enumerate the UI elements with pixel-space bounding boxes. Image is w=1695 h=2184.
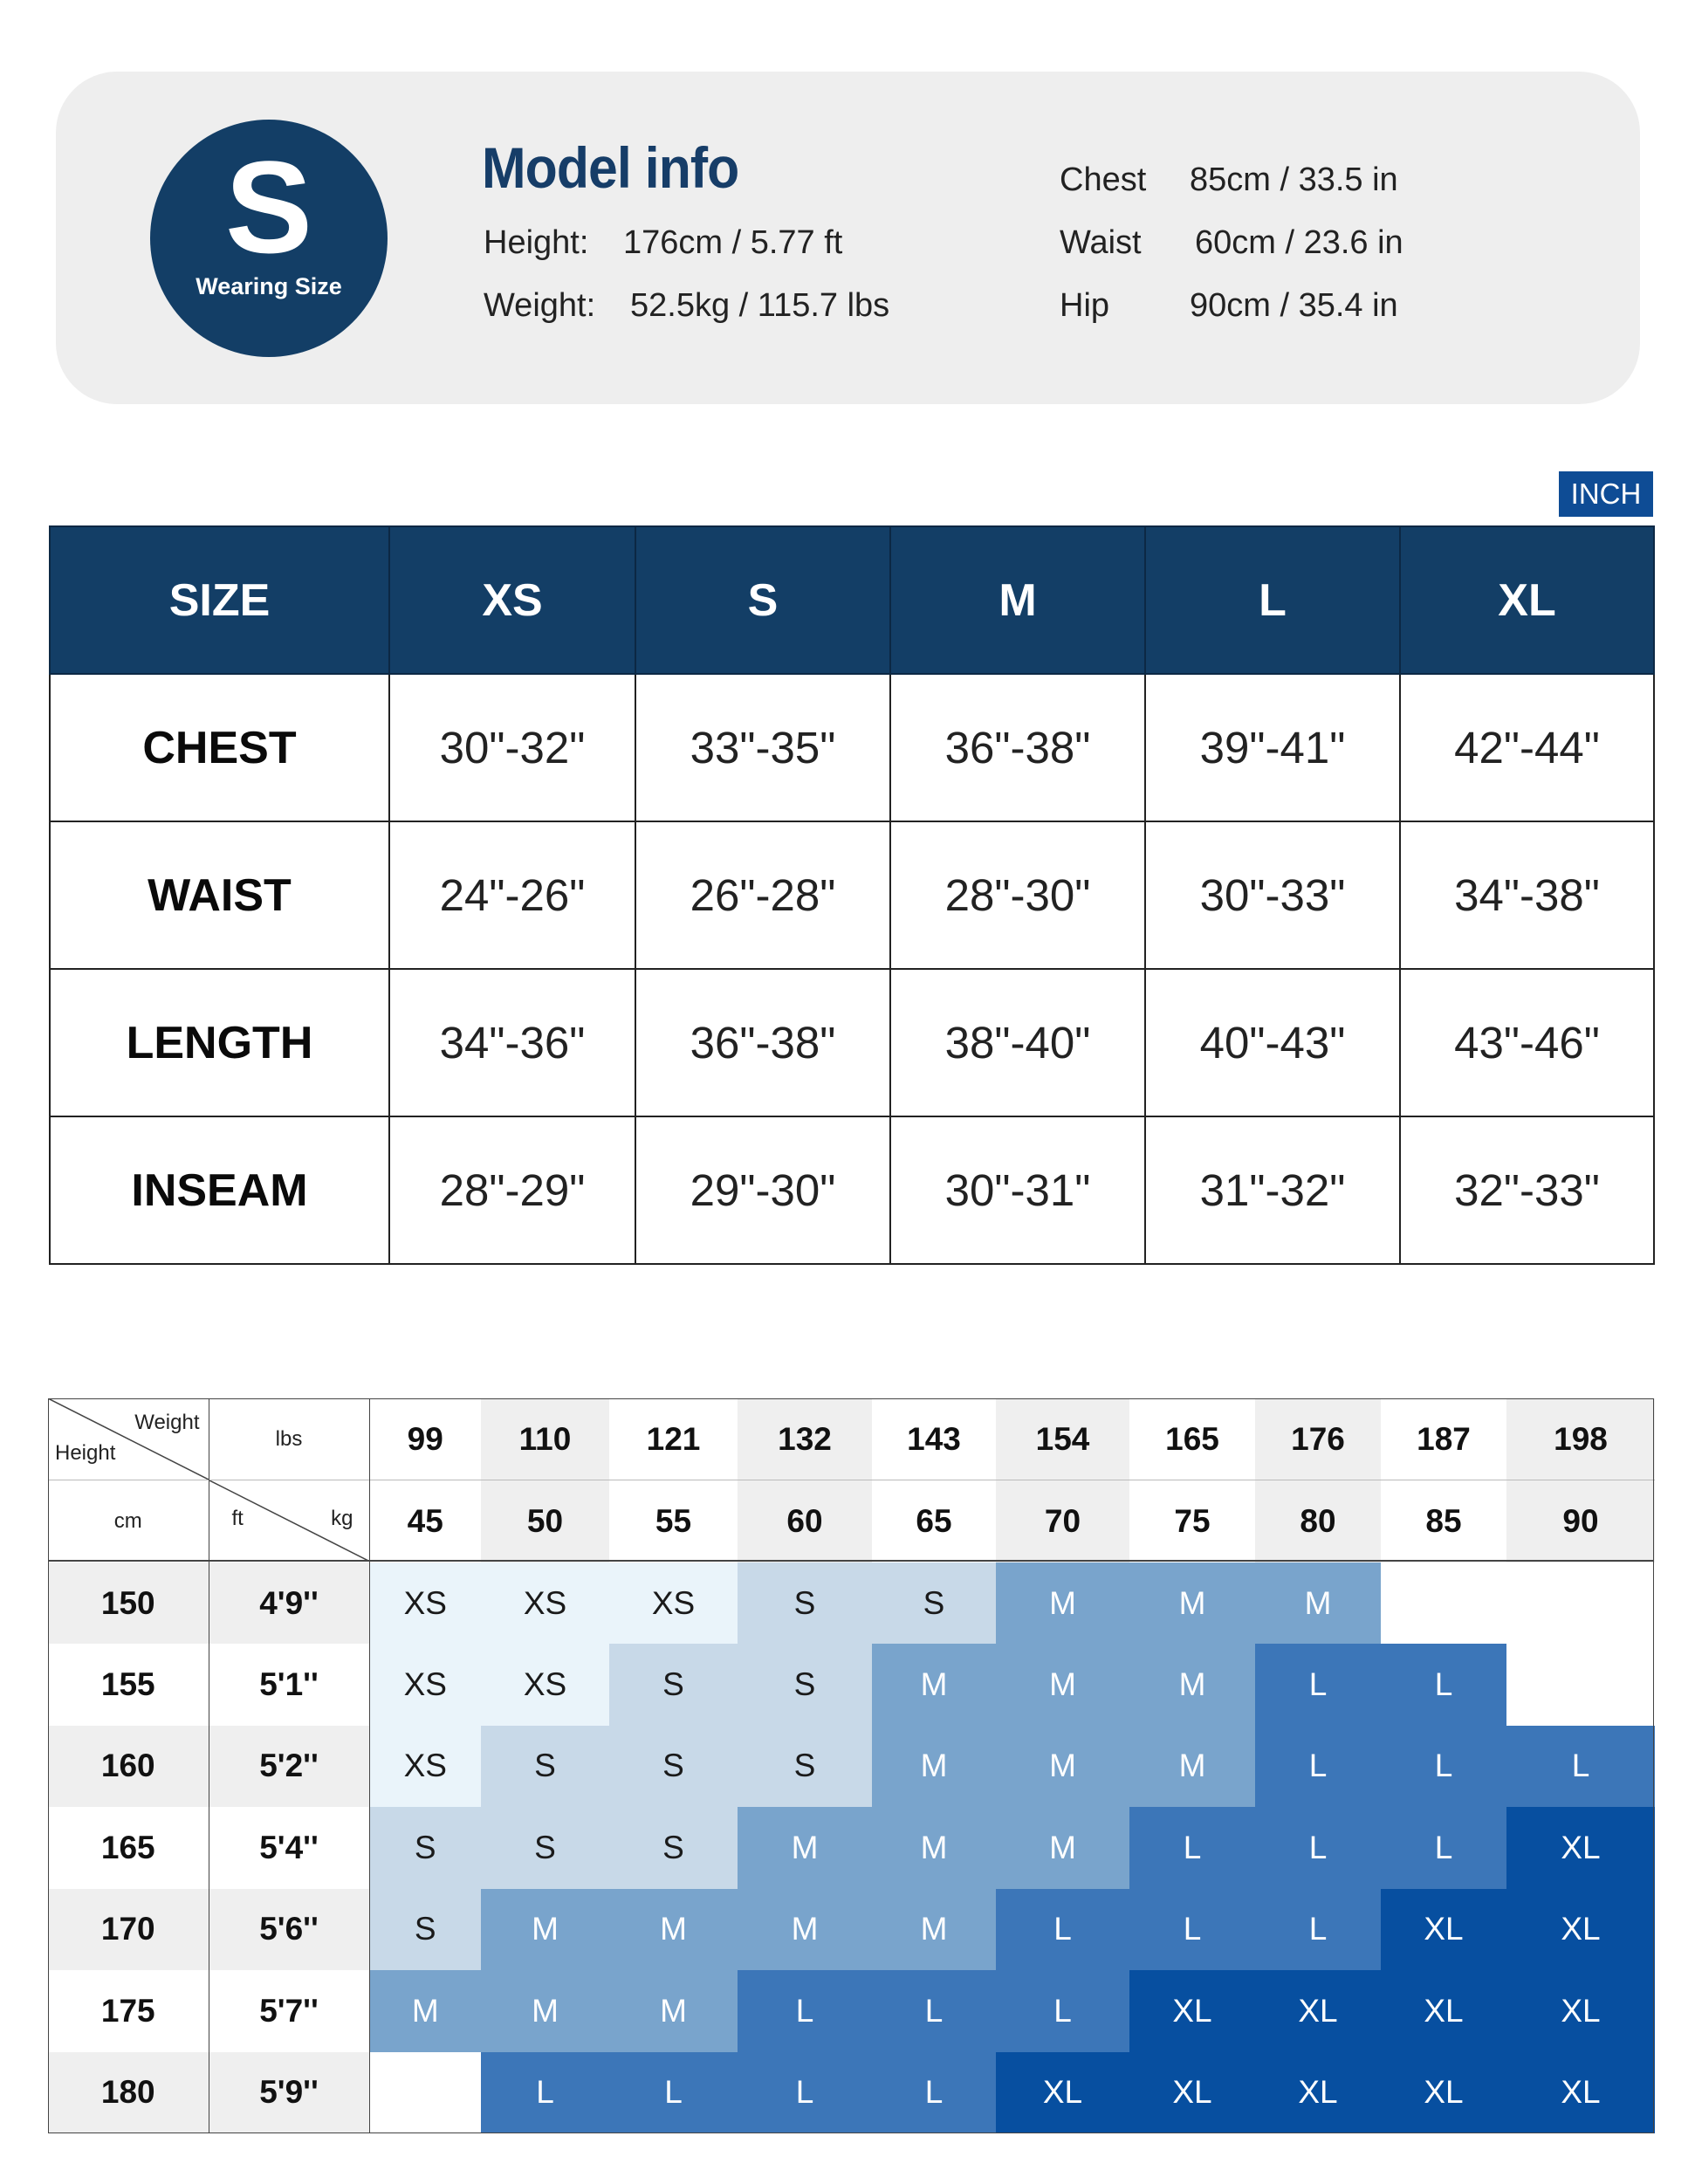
rec-weight-label: Weight (134, 1411, 200, 1434)
measure-cell: 34"-38" (1400, 821, 1654, 969)
wearing-size-caption: Wearing Size (196, 273, 342, 299)
rec-size-cell: S (369, 1889, 481, 1970)
chest-value: 85cm / 33.5 in (1190, 161, 1398, 198)
rec-row-ft: 4'9'' (209, 1562, 369, 1644)
rec-row (48, 1807, 1655, 1888)
rec-lbs-value: 187 (1381, 1398, 1506, 1480)
measure-cell: 36"-38" (635, 969, 890, 1116)
wearing-size-badge (150, 120, 388, 357)
rec-row (48, 2052, 1655, 2133)
rec-size-cell: M (609, 1889, 738, 1970)
model-info-title: Model info (482, 135, 739, 200)
rec-kg-value: 85 (1381, 1480, 1506, 1562)
rec-size-cell: M (872, 1807, 996, 1888)
rec-size-cell (1506, 1562, 1655, 1644)
measure-row-chest (50, 674, 1654, 821)
rec-size-cell: XL (1506, 1889, 1655, 1970)
measure-header-s: S (635, 526, 890, 674)
rec-size-cell: M (1129, 1562, 1255, 1644)
rec-kg-value: 60 (738, 1480, 872, 1562)
rec-size-cell: XL (1381, 1970, 1506, 2051)
rec-size-cell: M (872, 1644, 996, 1725)
rec-size-cell: XL (1255, 2052, 1381, 2133)
rec-size-cell: L (996, 1889, 1129, 1970)
rec-row-cm: 165 (48, 1807, 209, 1888)
rec-size-cell: L (1255, 1889, 1381, 1970)
rec-size-cell: M (996, 1562, 1129, 1644)
measure-cell: 29"-30" (635, 1116, 890, 1264)
rec-lbs-value: 176 (1255, 1398, 1381, 1480)
rec-size-cell: M (1129, 1644, 1255, 1725)
rec-ft-label: ft (231, 1507, 244, 1531)
rec-row-ft: 5'4'' (209, 1807, 369, 1888)
waist-value: 60cm / 23.6 in (1195, 224, 1403, 261)
waist-label: Waist (1060, 224, 1142, 261)
rec-size-cell: L (1129, 1807, 1255, 1888)
rec-size-cell: M (872, 1726, 996, 1807)
weight-label: Weight: (484, 287, 596, 324)
rec-size-cell: XL (1255, 1970, 1381, 2051)
rec-size-cell: S (481, 1726, 609, 1807)
size-recommendation-grid (48, 1398, 1655, 2133)
rec-height-label: Height (55, 1441, 116, 1466)
rec-size-cell: XL (1381, 2052, 1506, 2133)
rec-size-cell: XS (369, 1562, 481, 1644)
rec-size-cell: L (872, 2052, 996, 2133)
measure-cell: 38"-40" (890, 969, 1145, 1116)
rec-kg-value: 55 (609, 1480, 738, 1562)
rec-size-cell: L (1506, 1726, 1655, 1807)
measure-cell: 43"-46" (1400, 969, 1654, 1116)
measure-row-label: CHEST (50, 674, 389, 821)
measure-cell: 42"-44" (1400, 674, 1654, 821)
rec-row (48, 1970, 1655, 2051)
rec-size-cell: M (996, 1726, 1129, 1807)
rec-row-ft: 5'1'' (209, 1644, 369, 1725)
measure-header-m: M (890, 526, 1145, 674)
rec-size-cell: S (738, 1726, 872, 1807)
rec-size-cell: S (609, 1726, 738, 1807)
measure-cell: 30"-32" (389, 674, 635, 821)
measure-cell: 28"-29" (389, 1116, 635, 1264)
rec-size-cell: L (609, 2052, 738, 2133)
rec-kg-value: 75 (1129, 1480, 1255, 1562)
rec-row (48, 1726, 1655, 1807)
rec-size-cell: XL (1506, 1970, 1655, 2051)
rec-lbs-value: 121 (609, 1398, 738, 1480)
rec-size-cell: S (609, 1644, 738, 1725)
rec-lbs-value: 154 (996, 1398, 1129, 1480)
rec-size-cell: S (738, 1562, 872, 1644)
rec-size-cell: XL (1506, 1807, 1655, 1888)
rec-kg-value: 90 (1506, 1480, 1655, 1562)
rec-size-cell: XL (1129, 2052, 1255, 2133)
rec-row (48, 1889, 1655, 1970)
height-value: 176cm / 5.77 ft (623, 224, 843, 261)
rec-size-cell: S (481, 1807, 609, 1888)
hip-label: Hip (1060, 287, 1110, 324)
rec-corner-weight-height (48, 1398, 209, 1480)
wearing-size-letter: S (224, 134, 313, 280)
measure-header-l: L (1145, 526, 1400, 674)
rec-lbs-value: 110 (481, 1398, 609, 1480)
rec-size-cell: M (369, 1970, 481, 2051)
rec-lbs-value: 99 (369, 1398, 481, 1480)
rec-size-cell: M (609, 1970, 738, 2051)
rec-size-cell: XS (481, 1644, 609, 1725)
rec-size-cell: XS (481, 1562, 609, 1644)
rec-size-cell: M (996, 1644, 1129, 1725)
size-measurement-table (49, 525, 1655, 1265)
rec-size-cell: L (1255, 1726, 1381, 1807)
rec-row-cm: 150 (48, 1562, 209, 1644)
measure-cell: 36"-38" (890, 674, 1145, 821)
rec-lbs-value: 165 (1129, 1398, 1255, 1480)
rec-row-ft: 5'2'' (209, 1726, 369, 1807)
rec-size-cell: M (738, 1889, 872, 1970)
rec-size-cell: S (738, 1644, 872, 1725)
rec-size-cell: M (1255, 1562, 1381, 1644)
measure-cell: 33"-35" (635, 674, 890, 821)
unit-badge: INCH (1559, 471, 1653, 517)
measure-cell: 40"-43" (1145, 969, 1400, 1116)
measure-row-label: LENGTH (50, 969, 389, 1116)
rec-size-cell: S (369, 1807, 481, 1888)
rec-lbs-label: lbs (275, 1427, 303, 1451)
rec-header-divider (48, 1560, 1654, 1562)
measure-cell: 34"-36" (389, 969, 635, 1116)
rec-size-cell: L (872, 1970, 996, 2051)
rec-row-cm: 160 (48, 1726, 209, 1807)
rec-row (48, 1644, 1655, 1725)
rec-size-cell: L (1381, 1644, 1506, 1725)
rec-size-cell: XS (609, 1562, 738, 1644)
rec-size-cell: XS (369, 1644, 481, 1725)
rec-kg-label: kg (331, 1507, 353, 1531)
measure-cell: 30"-33" (1145, 821, 1400, 969)
rec-row-ft: 5'7'' (209, 1970, 369, 2051)
rec-lbs-value: 143 (872, 1398, 996, 1480)
rec-kg-value: 70 (996, 1480, 1129, 1562)
rec-row-cm: 155 (48, 1644, 209, 1725)
rec-size-cell: L (1255, 1644, 1381, 1725)
weight-value: 52.5kg / 115.7 lbs (630, 287, 890, 324)
measure-header-row (50, 526, 1654, 674)
rec-size-cell: XS (369, 1726, 481, 1807)
rec-kg-value: 65 (872, 1480, 996, 1562)
rec-size-cell: M (481, 1970, 609, 2051)
measure-cell: 30"-31" (890, 1116, 1145, 1264)
measure-row-label: WAIST (50, 821, 389, 969)
measure-row-inseam (50, 1116, 1654, 1264)
chest-label: Chest (1060, 161, 1147, 198)
rec-row-cm: 170 (48, 1889, 209, 1970)
rec-header-kg-row (48, 1480, 1655, 1562)
hip-value: 90cm / 35.4 in (1190, 287, 1398, 324)
rec-size-cell: M (996, 1807, 1129, 1888)
rec-size-cell: L (738, 2052, 872, 2133)
measure-row-length (50, 969, 1654, 1116)
rec-size-cell: M (738, 1807, 872, 1888)
rec-size-cell: L (738, 1970, 872, 2051)
measure-header-xs: XS (389, 526, 635, 674)
rec-cm-unit (48, 1480, 209, 1562)
height-label: Height: (484, 224, 589, 261)
rec-size-cell: L (996, 1970, 1129, 2051)
rec-size-cell: XL (1381, 1889, 1506, 1970)
model-info-card (56, 72, 1640, 404)
rec-size-cell: L (481, 2052, 609, 2133)
measure-cell: 28"-30" (890, 821, 1145, 969)
rec-row-cm: 175 (48, 1970, 209, 2051)
rec-size-cell: XL (1129, 1970, 1255, 2051)
rec-kg-value: 45 (369, 1480, 481, 1562)
rec-size-cell (369, 2052, 481, 2133)
measure-cell: 39"-41" (1145, 674, 1400, 821)
rec-ft-kg-unit (209, 1480, 369, 1562)
rec-size-cell (1381, 1562, 1506, 1644)
rec-row (48, 1562, 1655, 1644)
rec-lbs-value: 198 (1506, 1398, 1655, 1480)
rec-size-cell: S (609, 1807, 738, 1888)
rec-size-cell: L (1129, 1889, 1255, 1970)
rec-row-ft: 5'9'' (209, 2052, 369, 2133)
rec-size-cell: XL (996, 2052, 1129, 2133)
measure-row-label: INSEAM (50, 1116, 389, 1264)
rec-header-lbs-row (48, 1398, 1655, 1480)
measure-cell: 26"-28" (635, 821, 890, 969)
rec-size-cell: M (872, 1889, 996, 1970)
rec-size-cell: M (481, 1889, 609, 1970)
measure-header-size: SIZE (50, 526, 389, 674)
rec-size-cell: L (1381, 1807, 1506, 1888)
rec-size-cell: L (1255, 1807, 1381, 1888)
measure-cell: 31"-32" (1145, 1116, 1400, 1264)
rec-kg-value: 80 (1255, 1480, 1381, 1562)
rec-kg-value: 50 (481, 1480, 609, 1562)
rec-size-cell (1506, 1644, 1655, 1725)
rec-row-cm: 180 (48, 2052, 209, 2133)
rec-size-cell: M (1129, 1726, 1255, 1807)
measure-header-xl: XL (1400, 526, 1654, 674)
rec-lbs-value: 132 (738, 1398, 872, 1480)
measure-row-waist (50, 821, 1654, 969)
rec-cm-label: cm (113, 1509, 142, 1534)
measure-cell: 24"-26" (389, 821, 635, 969)
rec-lbs-unit (209, 1398, 369, 1480)
rec-size-cell: S (872, 1562, 996, 1644)
rec-size-cell: XL (1506, 2052, 1655, 2133)
rec-row-ft: 5'6'' (209, 1889, 369, 1970)
rec-size-cell: L (1381, 1726, 1506, 1807)
measure-cell: 32"-33" (1400, 1116, 1654, 1264)
